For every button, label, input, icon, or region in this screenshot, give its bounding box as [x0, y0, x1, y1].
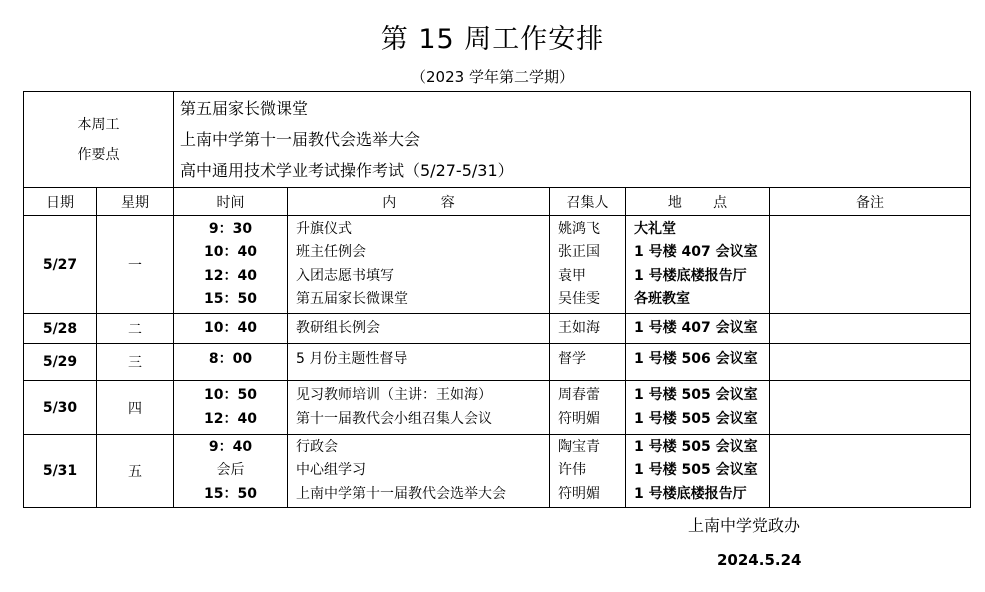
time-value: 9：30 [208, 220, 253, 237]
time-value: 10：40 [204, 319, 257, 336]
time-value: 8：00 [208, 351, 253, 367]
content-item: 教研组长例会 [296, 319, 380, 336]
key-point-item: 高中通用技术学业考试操作考试（5/27-5/31） [180, 161, 514, 180]
location-name: 1 号楼 407 会议室 [634, 319, 758, 336]
header-row [24, 188, 971, 216]
content-item: 行政会 [296, 438, 338, 455]
content-item: 上南中学第十一届教代会选举大会 [296, 485, 506, 502]
schedule-table [23, 91, 971, 508]
convener-name: 王如海 [558, 319, 600, 336]
day-remarks [770, 216, 971, 314]
day-conveners [550, 381, 626, 435]
day-conveners [550, 314, 626, 344]
day-weekday: 一 [97, 216, 174, 314]
content-item: 中心组学习 [296, 462, 366, 479]
day-contents [288, 216, 550, 314]
content-item: 第五届家长微课堂 [296, 291, 408, 307]
key-points-list [174, 92, 971, 188]
day-row-thursday [24, 381, 971, 435]
time-value: 12：40 [204, 267, 257, 284]
location-name: 1 号楼 505 会议室 [634, 410, 758, 427]
content-item: 入团志愿书填写 [296, 267, 394, 284]
day-weekday: 二 [97, 314, 174, 344]
key-points-row [24, 92, 971, 188]
day-date: 5/28 [24, 314, 97, 344]
time-value: 10：40 [204, 244, 257, 260]
day-conveners [550, 435, 626, 508]
time-value: 12：40 [204, 410, 257, 427]
day-times [174, 435, 288, 508]
convener-name: 吴佳雯 [558, 291, 600, 307]
day-contents [288, 381, 550, 435]
header-weekday: 星期 [97, 188, 174, 216]
day-conveners [550, 344, 626, 381]
convener-name: 姚鸿飞 [558, 220, 600, 237]
header-time: 时间 [174, 188, 288, 216]
content-item: 见习教师培训（主讲：王如海） [296, 387, 492, 403]
key-points-label-line1: 本周工 [77, 116, 120, 133]
day-row-friday [24, 435, 971, 508]
convener-name: 周春蕾 [558, 387, 600, 403]
location-name: 1 号楼 407 会议室 [634, 244, 758, 260]
day-locations [626, 344, 770, 381]
location-name: 1 号楼 505 会议室 [634, 462, 758, 479]
day-date: 5/29 [24, 344, 97, 381]
header-location: 地 点 [626, 188, 770, 216]
convener-name: 袁甲 [558, 267, 586, 284]
header-convener: 召集人 [550, 188, 626, 216]
convener-name: 符明媚 [558, 410, 600, 427]
day-contents [288, 344, 550, 381]
location-name: 1 号楼 506 会议室 [634, 351, 758, 367]
day-remarks [770, 435, 971, 508]
convener-name: 督学 [558, 351, 586, 367]
day-date: 5/27 [24, 216, 97, 314]
day-weekday: 五 [97, 435, 174, 508]
day-contents [288, 314, 550, 344]
time-value: 15：50 [204, 485, 257, 502]
key-points-label [24, 92, 174, 188]
day-remarks [770, 314, 971, 344]
day-remarks [770, 344, 971, 381]
day-row-tuesday [24, 314, 971, 344]
convener-name: 陶宝青 [558, 438, 600, 455]
content-item: 班主任例会 [296, 244, 366, 260]
location-name: 大礼堂 [634, 220, 676, 237]
day-locations [626, 314, 770, 344]
time-value: 9：40 [208, 438, 253, 455]
day-date: 5/31 [24, 435, 97, 508]
day-times [174, 344, 288, 381]
day-locations [626, 216, 770, 314]
convener-name: 符明媚 [558, 485, 600, 502]
day-weekday: 三 [97, 344, 174, 381]
day-row-wednesday [24, 344, 971, 381]
day-row-monday [24, 216, 971, 314]
day-times [174, 381, 288, 435]
time-value: 会后 [216, 462, 245, 479]
location-name: 1 号楼 505 会议室 [634, 438, 758, 455]
semester-subtitle: （2023 学年第二学期） [411, 68, 574, 86]
key-point-item: 上南中学第十一届教代会选举大会 [180, 130, 421, 149]
day-locations [626, 381, 770, 435]
issue-date: 2024.5.24 [717, 551, 802, 569]
header-content: 内 容 [288, 188, 550, 216]
day-weekday: 四 [97, 381, 174, 435]
time-value: 10：50 [204, 387, 257, 403]
content-item: 升旗仪式 [296, 220, 352, 237]
content-item: 5 月份主题性督导 [296, 351, 408, 367]
content-item: 第十一届教代会小组召集人会议 [296, 410, 492, 427]
day-date: 5/30 [24, 381, 97, 435]
day-locations [626, 435, 770, 508]
location-name: 1 号楼底楼报告厅 [634, 485, 747, 502]
page-title: 第 15 周工作安排 [380, 24, 605, 55]
key-points-label-line2: 作要点 [77, 146, 120, 163]
header-remarks: 备注 [770, 188, 971, 216]
location-name: 1 号楼 505 会议室 [634, 387, 758, 403]
location-name: 各班教室 [634, 291, 690, 307]
day-times [174, 314, 288, 344]
convener-name: 张正国 [558, 244, 600, 260]
convener-name: 许伟 [558, 462, 586, 479]
header-date: 日期 [24, 188, 97, 216]
day-conveners [550, 216, 626, 314]
day-remarks [770, 381, 971, 435]
day-times [174, 216, 288, 314]
time-value: 15：50 [204, 291, 257, 307]
day-contents [288, 435, 550, 508]
location-name: 1 号楼底楼报告厅 [634, 267, 747, 284]
issuing-office: 上南中学党政办 [688, 516, 801, 535]
key-point-item: 第五届家长微课堂 [180, 99, 309, 118]
